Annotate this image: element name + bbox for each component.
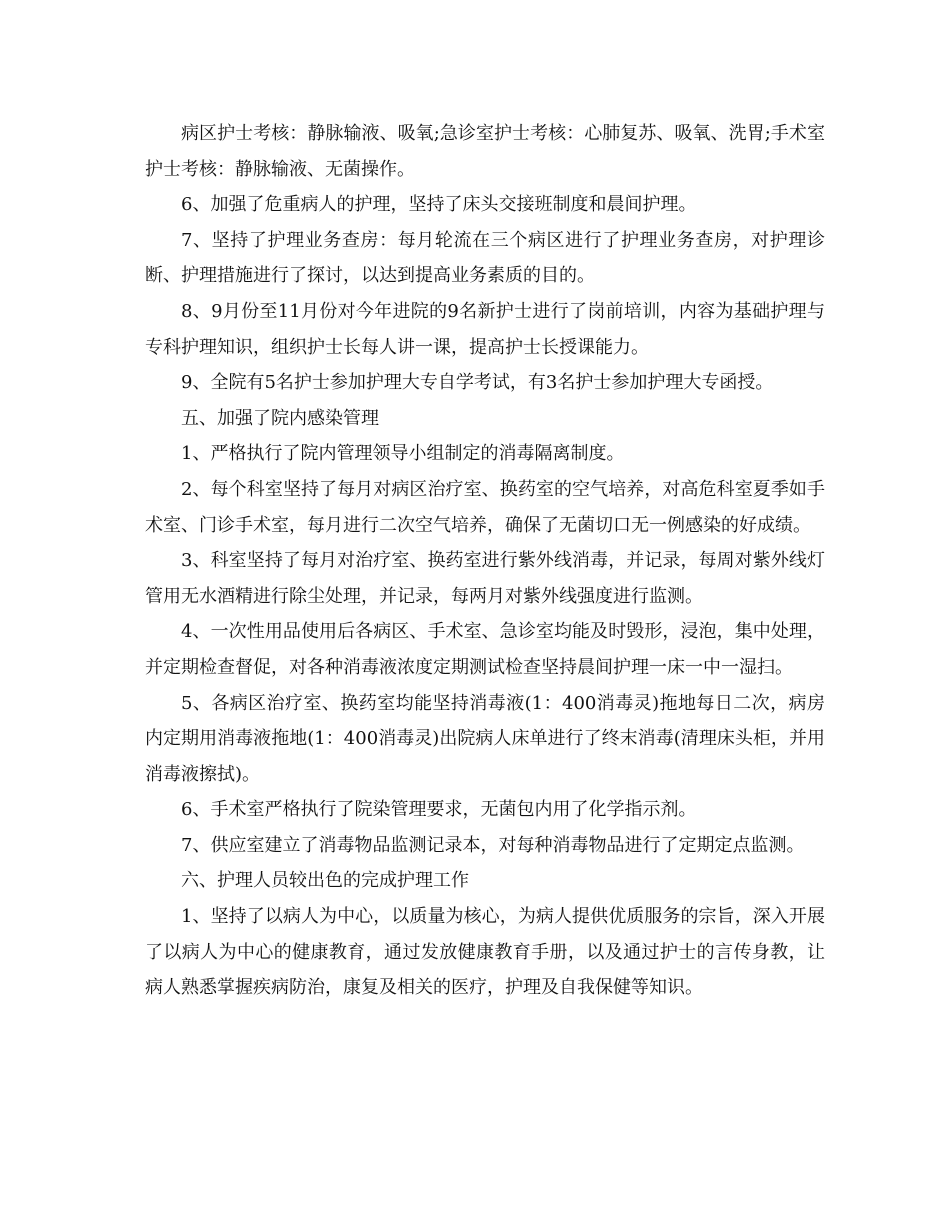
paragraph: 4、一次性用品使用后各病区、手术室、急诊室均能及时毁形，浸泡，集中处理，并定期检查督促，对各种消毒液浓度定期测试检查坚持晨间护理一床一中一湿扫。 (145, 621, 825, 678)
paragraph: 1、严格执行了院内管理领导小组制定的消毒隔离制度。 (181, 443, 625, 465)
paragraph: 病区护士考核：静脉输液、吸氧;急诊室护士考核：心肺复苏、吸氧、洗胃;手术室护士考核：静脉输液、无菌操作。 (145, 123, 825, 180)
paragraph: 2、每个科室坚持了每月对病区治疗室、换药室的空气培养，对高危科室夏季如手术室、门诊手术室，每月进行二次空气培养，确保了无菌切口无一例感染的好成绩。 (145, 478, 825, 536)
paragraph: 7、供应室建立了消毒物品监测记录本，对每种消毒物品进行了定期定点监测。 (181, 834, 805, 856)
section-heading: 六、护理人员较出色的完成护理工作 (181, 870, 469, 892)
section-heading: 五、加强了院内感染管理 (181, 407, 379, 429)
paragraph: 8、9月份至11月份对今年进院的9名新护士进行了岗前培训，内容为基础护理与专科护理知识，组织护士长每人讲一课，提高护士长授课能力。 (145, 300, 825, 358)
paragraph: 5、各病区治疗室、换药室均能坚持消毒液(1：400消毒灵)拖地每日二次，病房内定期用消毒液拖地(1：400消毒灵)出院病人床单进行了终末消毒(清理床头柜，并用消毒液擦拭)。 (145, 692, 825, 785)
paragraph: 7、坚持了护理业务查房：每月轮流在三个病区进行了护理业务查房，对护理诊断、护理措施进行了探讨，以达到提高业务素质的目的。 (145, 229, 825, 287)
paragraph: 3、科室坚持了每月对治疗室、换药室进行紫外线消毒，并记录，每周对紫外线灯管用无水酒精进行除尘处理，并记录，每两月对紫外线强度进行监测。 (145, 550, 825, 607)
paragraph: 6、加强了危重病人的护理，坚持了床头交接班制度和晨间护理。 (181, 194, 697, 216)
paragraph: 6、手术室严格执行了院染管理要求，无菌包内用了化学指示剂。 (181, 799, 697, 821)
document-body (145, 116, 825, 1006)
paragraph: 9、全院有5名护士参加护理大专自学考试，有3名护士参加护理大专函授。 (181, 372, 774, 394)
paragraph: 1、坚持了以病人为中心，以质量为核心，为病人提供优质服务的宗旨，深入开展了以病人为中心的健康教育，通过发放健康教育手册，以及通过护士的言传身教，让病人熟悉掌握疾病防治，康复及相关的医疗，护理及自我保健等知识。 (145, 906, 825, 999)
